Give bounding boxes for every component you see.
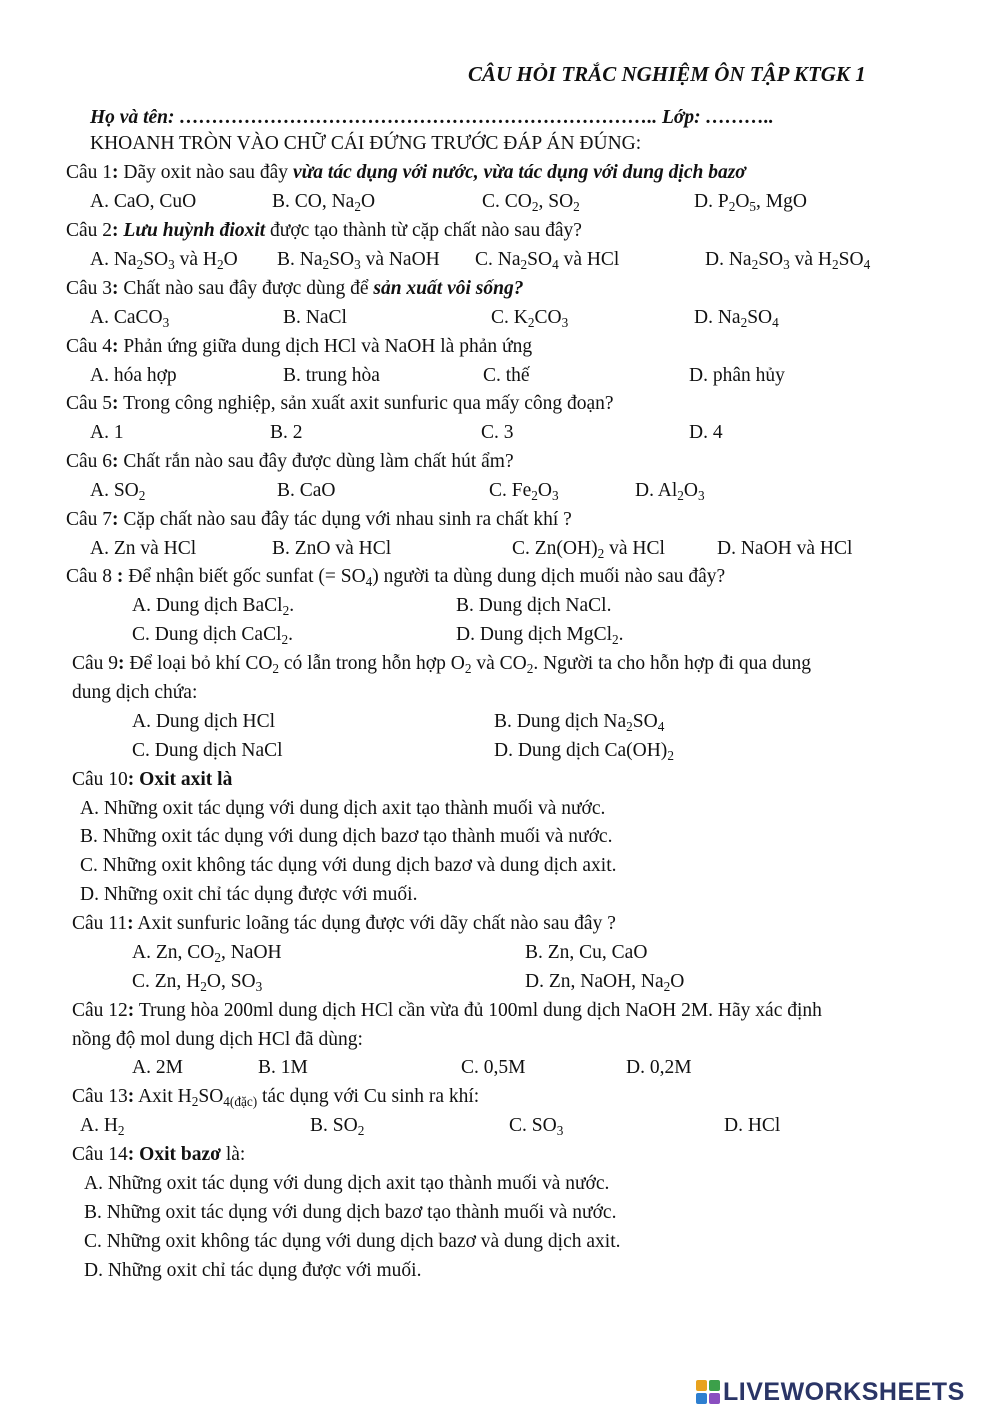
question-1: Câu 1: Dãy oxit nào sau đây vừa tác dụng với nước, vừa tác dụng với dung dịch bazơ [66, 162, 746, 183]
question-4: Câu 4: Phản ứng giữa dung dịch HCl và NaOH là phản ứng [66, 336, 533, 357]
option[interactable]: D. 4 [689, 422, 723, 443]
option[interactable]: C. Zn, $H_2O$, $SO_3$ [132, 971, 263, 994]
option[interactable]: C. 3 [481, 422, 514, 443]
option[interactable]: A. $SO_2$ [90, 480, 146, 503]
option[interactable]: D. $Na_2SO_3$ và $H_2SO_4$ [705, 249, 871, 272]
option[interactable]: B. ZnO và HCl [272, 538, 392, 559]
option[interactable]: C. $Na_2SO_4$ và HCl [475, 249, 620, 272]
option[interactable]: B. Zn, Cu, CaO [525, 942, 648, 963]
option[interactable]: C. Những oxit không tác dụng với dung dịch bazơ và dung dịch axit. [80, 855, 617, 876]
option[interactable]: A. 1 [90, 422, 124, 443]
question-12: Câu 12: Trung hòa 200ml dung dịch HCl cần vừa đủ 100ml dung dịch NaOH 2M. Hãy xác định [72, 1000, 822, 1021]
option[interactable]: D. Những oxit chỉ tác dụng được với muối. [80, 884, 418, 905]
option[interactable]: D. Dung dịch MgCl$_2$. [456, 624, 624, 647]
question-6: Câu 6: Chất rắn nào sau đây được dùng làm chất hút ẩm? [66, 451, 514, 472]
option[interactable]: A. Zn và HCl [90, 538, 197, 559]
option[interactable]: B. $SO_2$ [310, 1115, 365, 1138]
option[interactable]: B. Những oxit tác dụng với dung dịch bazơ tạo thành muối và nước. [80, 826, 613, 847]
option[interactable]: A. hóa hợp [90, 365, 177, 386]
option[interactable]: B. $Na_2SO_3$ và NaOH [277, 249, 440, 272]
question-8: Câu 8 : Để nhận biết gốc sunfat (= $SO_4$) người ta dùng dung dịch muối nào sau đây? [66, 566, 726, 589]
page-title: CÂU HỎI TRẮC NGHIỆM ÔN TẬP KTGK 1 [468, 62, 866, 86]
option[interactable]: C. Những oxit không tác dụng với dung dịch bazơ và dung dịch axit. [84, 1231, 621, 1252]
question-emphasis: vừa tác dụng với nước, vừa tác dụng với dung dịch bazơ [292, 162, 746, 183]
question-7: Câu 7: Cặp chất nào sau đây tác dụng với nhau sinh ra chất khí ? [66, 509, 572, 530]
question-9-cont: dung dịch chứa: [72, 682, 198, 703]
option[interactable]: A. Những oxit tác dụng với dung dịch axit tạo thành muối và nước. [84, 1173, 610, 1194]
option[interactable]: B. NaCl [283, 307, 347, 328]
option[interactable]: D. $Na_2SO_4$ [694, 307, 779, 330]
option[interactable]: A. $H_2$ [80, 1115, 125, 1138]
option[interactable]: D. phân hủy [689, 365, 785, 386]
option[interactable]: A. Những oxit tác dụng với dung dịch axit tạo thành muối và nước. [80, 798, 606, 819]
option[interactable]: D. Những oxit chỉ tác dụng được với muối. [84, 1260, 422, 1281]
option[interactable]: C. $Fe_2O_3$ [489, 480, 559, 503]
liveworksheets-logo-icon [696, 1380, 720, 1404]
question-5: Câu 5: Trong công nghiệp, sản xuất axit sunfuric qua mấy công đoạn? [66, 393, 614, 414]
option[interactable]: C. 0,5M [461, 1057, 526, 1078]
option[interactable]: A. 2M [132, 1057, 183, 1078]
option[interactable]: B. CO, $Na_2O$ [272, 191, 376, 214]
option[interactable]: B. Dung dịch $Na_2SO_4$ [494, 711, 665, 734]
option[interactable]: A. CaO, CuO [90, 191, 197, 212]
instruction: KHOANH TRÒN VÀO CHỮ CÁI ĐỨNG TRƯỚC ĐÁP ÁN ĐÚNG: [90, 133, 642, 154]
option[interactable]: B. trung hòa [283, 365, 380, 386]
option[interactable]: A. CaCO$_3$ [90, 307, 170, 330]
question-9: Câu 9: Để loại bỏ khí $CO_2$ có lẫn trong hỗn hợp $O_2$ và $CO_2$. Người ta cho hỗn hợp đi qua dung [72, 653, 811, 676]
option[interactable]: C. $K_2CO_3$ [491, 307, 569, 330]
option[interactable]: C. Dung dịch CaCl$_2$. [132, 624, 293, 647]
question-11: Câu 11: Axit sunfuric loãng tác dụng được với dãy chất nào sau đây ? [72, 913, 616, 934]
logo-word: LIVEWORKSHEETS [723, 1377, 965, 1406]
option[interactable]: D. 0,2M [626, 1057, 692, 1078]
question-14: Câu 14: Oxit bazơ là: [72, 1144, 246, 1165]
option[interactable]: A. Zn, $CO_2$, NaOH [132, 942, 282, 965]
question-10: Câu 10: Oxit axit là [72, 769, 233, 790]
option[interactable]: A. $Na_2SO_3$ và $H_2O$ [90, 249, 238, 272]
option[interactable]: A. Dung dịch HCl [132, 711, 275, 732]
option[interactable]: C. thế [483, 365, 530, 386]
option[interactable]: B. Dung dịch NaCl. [456, 595, 612, 616]
option[interactable]: D. Dung dịch $Ca(OH)_2$ [494, 740, 674, 763]
liveworksheets-logo [696, 1379, 965, 1405]
question-2: Câu 2: Lưu huỳnh đioxit được tạo thành từ cặp chất nào sau đây? [66, 220, 582, 241]
option[interactable]: D. NaOH và HCl [717, 538, 853, 559]
question-label: Câu 1 [66, 162, 113, 183]
option[interactable]: C. $SO_3$ [509, 1115, 564, 1138]
option[interactable]: C. Dung dịch NaCl [132, 740, 283, 761]
option[interactable]: B. 1M [258, 1057, 308, 1078]
name-class-line: Họ và tên: ……………………………………………………………….. Lớp: ……….. [90, 107, 774, 128]
option[interactable]: A. Dung dịch BaCl$_2$. [132, 595, 295, 618]
question-12-cont: nồng độ mol dung dịch HCl đã dùng: [72, 1029, 363, 1050]
option[interactable]: C. $Zn(OH)_2$ và HCl [512, 538, 665, 561]
question-13: Câu 13: Axit $H_2SO_{4(đặc)}$ tác dụng với Cu sinh ra khí: [72, 1086, 480, 1109]
option[interactable]: B. Những oxit tác dụng với dung dịch bazơ tạo thành muối và nước. [84, 1202, 617, 1223]
question-text: Dãy oxit nào sau đây [123, 162, 289, 183]
option[interactable]: D. Zn, NaOH, $Na_2O$ [525, 971, 685, 994]
option[interactable]: D. $P_2O_5$, MgO [694, 191, 807, 214]
question-3: Câu 3: Chất nào sau đây được dùng để sản xuất vôi sống? [66, 278, 524, 299]
option[interactable]: C. $CO_2$, $SO_2$ [482, 191, 580, 214]
option[interactable]: B. CaO [277, 480, 336, 501]
option[interactable]: D. $Al_2O_3$ [635, 480, 705, 503]
option[interactable]: B. 2 [270, 422, 303, 443]
option[interactable]: D. HCl [724, 1115, 781, 1136]
